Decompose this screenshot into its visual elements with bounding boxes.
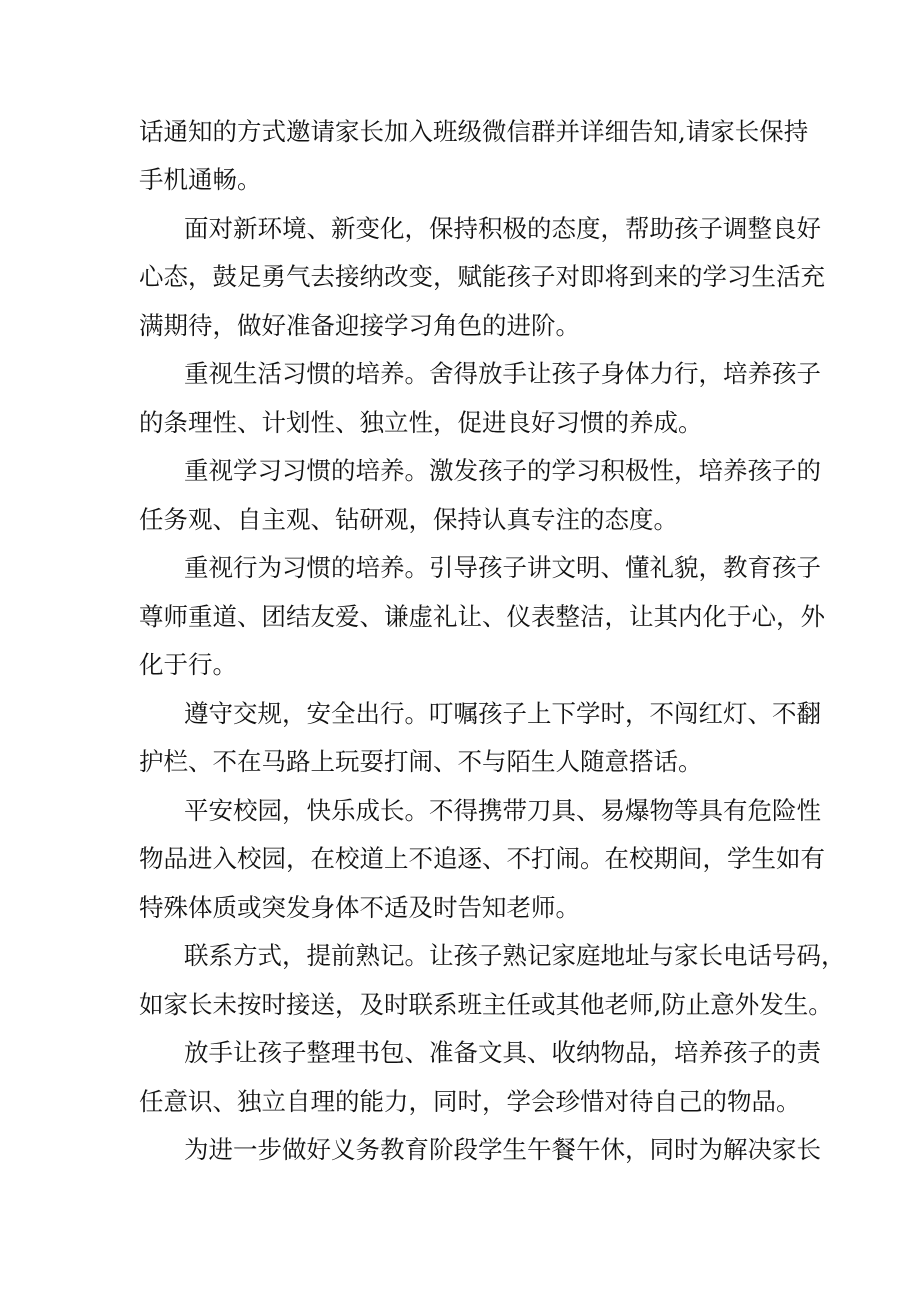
- paragraph-start-line: 重视行为习惯的培养。引导孩子讲文明、懂礼貌，教育孩子: [184, 553, 821, 582]
- text-line: 特殊体质或突发身体不适及时告知老师。: [139, 893, 580, 922]
- text-line: 话通知的方式邀请家长加入班级微信群并详细告知,请家长保持: [139, 117, 809, 146]
- text-line: 的条理性、计划性、独立性，促进良好习惯的养成。: [139, 408, 703, 437]
- text-line: 心态，鼓足勇气去接纳改变，赋能孩子对即将到来的学习生活充: [139, 262, 825, 291]
- paragraph-start-line: 遵守交规，安全出行。叮嘱孩子上下学时，不闯红灯、不翻: [184, 699, 821, 728]
- text-line: 任务观、自主观、钻研观，保持认真专注的态度。: [139, 505, 678, 534]
- text-line: 任意识、独立自理的能力，同时，学会珍惜对待自己的物品。: [139, 1087, 801, 1116]
- paragraph-start-line: 放手让孩子整理书包、准备文具、收纳物品，培养孩子的责: [184, 1038, 821, 1067]
- text-line: 尊师重道、团结友爱、谦虚礼让、仪表整洁，让其内化于心，外: [139, 602, 825, 631]
- text-line: 护栏、不在马路上玩耍打闹、不与陌生人随意搭话。: [139, 747, 703, 776]
- text-line: 化于行。: [139, 650, 237, 679]
- text-line: 手机通畅。: [139, 165, 262, 194]
- paragraph-start-line: 重视学习习惯的培养。激发孩子的学习积极性，培养孩子的: [184, 456, 821, 485]
- text-line: 物品进入校园，在校道上不追逐、不打闹。在校期间，学生如有: [139, 844, 825, 873]
- paragraph-start-line: 为进一步做好义务教育阶段学生午餐午休，同时为解决家长: [184, 1135, 821, 1164]
- paragraph-start-line: 重视生活习惯的培养。舍得放手让孩子身体力行，培养孩子: [184, 359, 821, 388]
- paragraph-start-line: 联系方式，提前熟记。让孩子熟记家庭地址与家长电话号码，: [184, 941, 846, 970]
- text-line: 满期待，做好准备迎接学习角色的进阶。: [139, 311, 580, 340]
- paragraph-start-line: 面对新环境、新变化，保持积极的态度，帮助孩子调整良好: [184, 214, 821, 243]
- text-line: 如家长未按时接送，及时联系班主任或其他老师,防止意外发生。: [139, 990, 833, 1019]
- paragraph-start-line: 平安校园，快乐成长。不得携带刀具、易爆物等具有危险性: [184, 796, 821, 825]
